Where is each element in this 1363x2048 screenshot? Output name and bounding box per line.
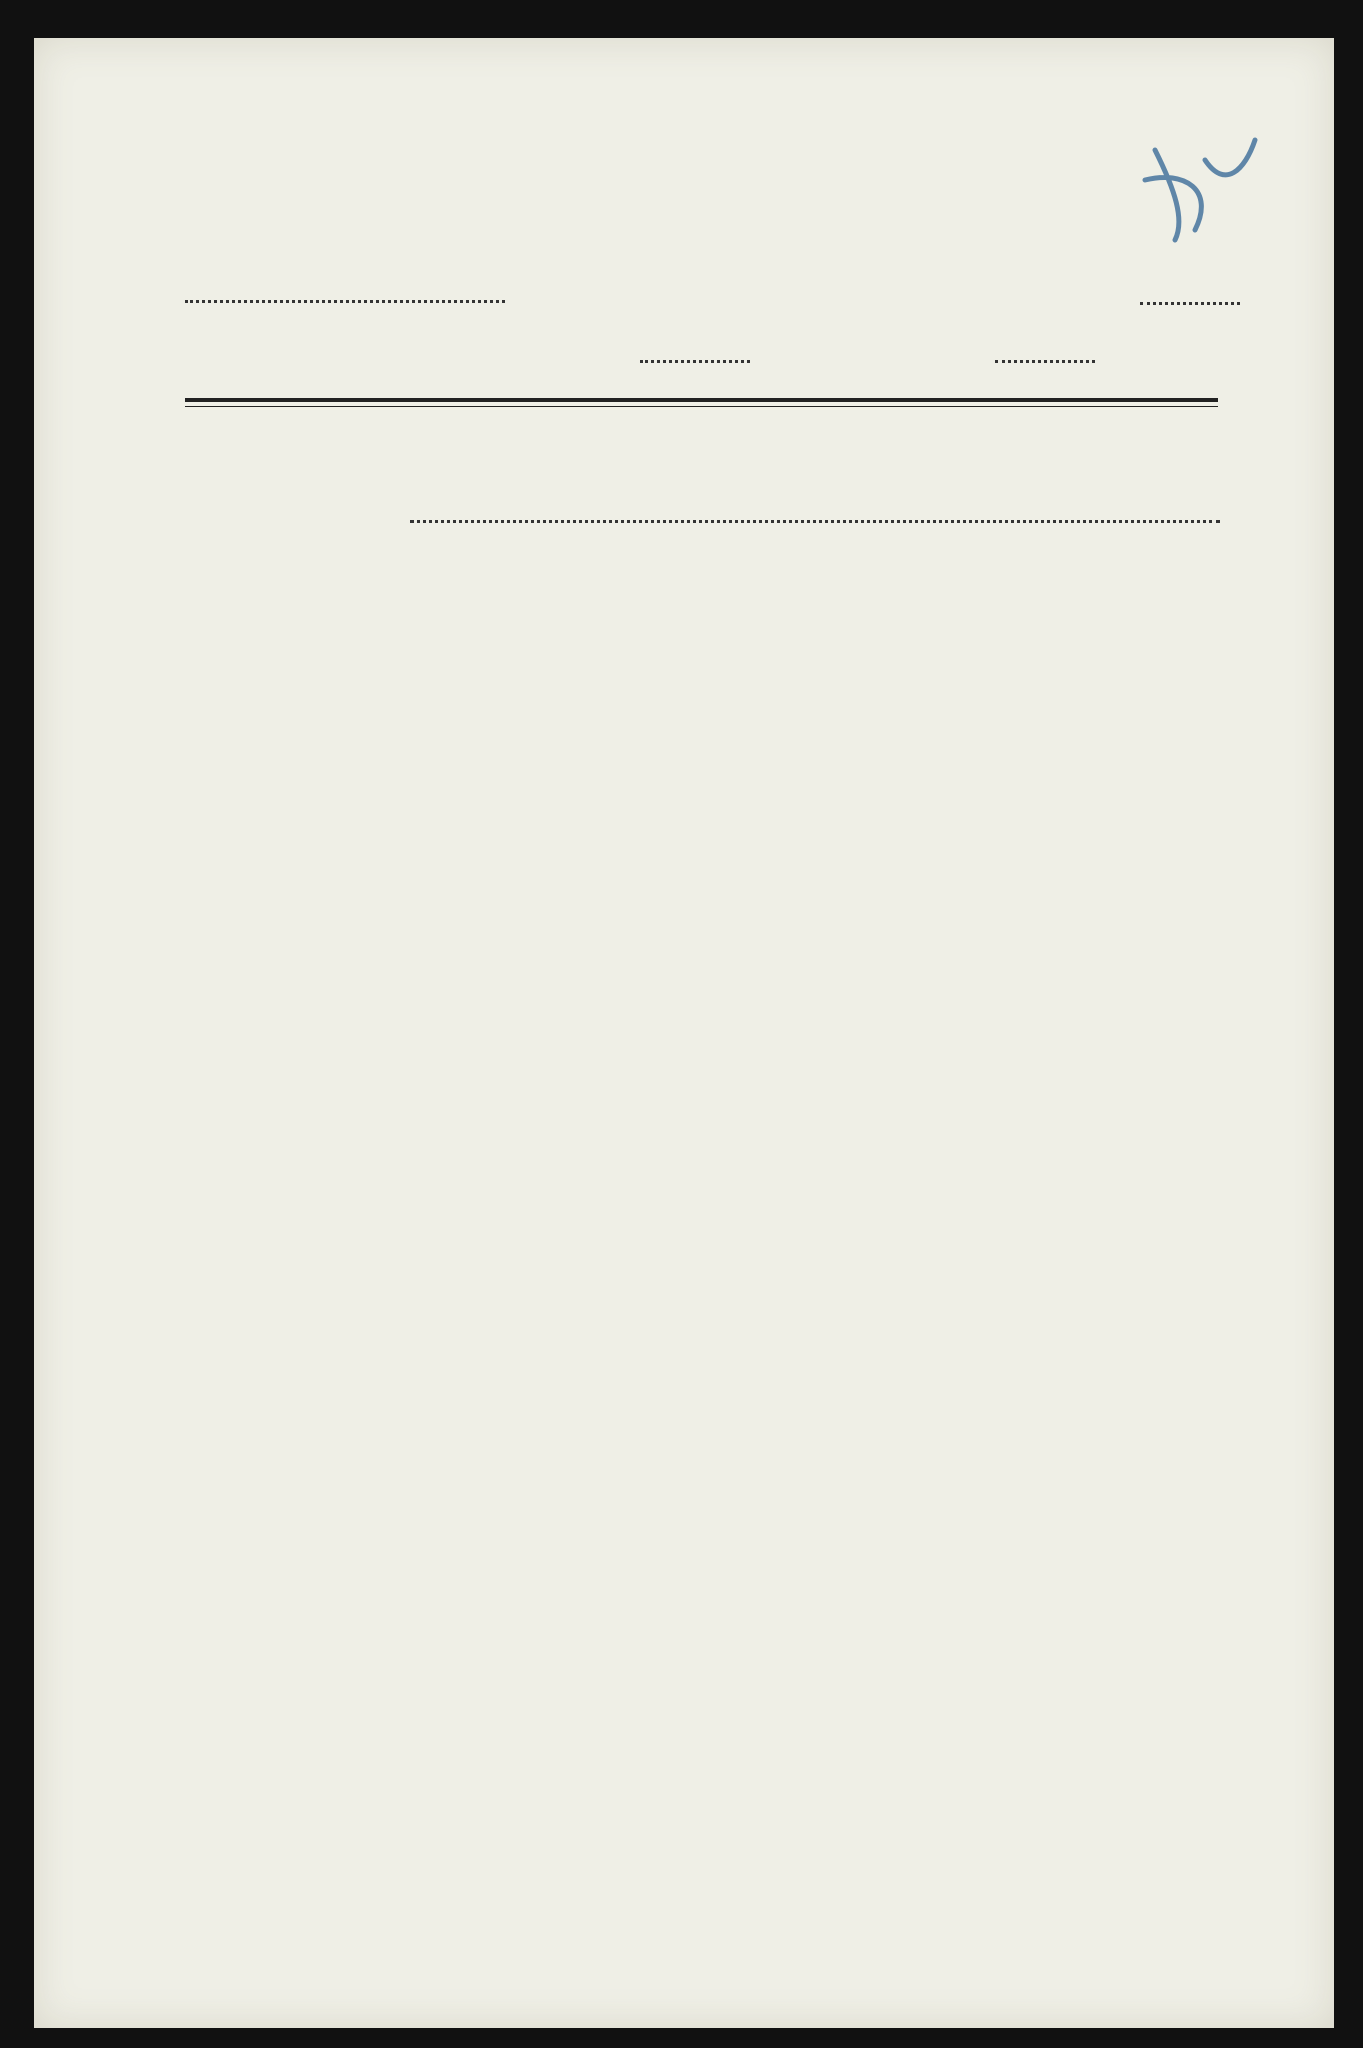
personseddel-dots	[1140, 302, 1240, 305]
header-rule-thin	[185, 406, 1218, 407]
husliste-dots	[995, 360, 1095, 363]
kreds-dots	[640, 360, 750, 363]
header-rule-thick	[185, 398, 1218, 402]
handwritten-initials-mark	[1135, 130, 1265, 250]
census-form-page	[34, 38, 1334, 2028]
herred-dots	[185, 300, 505, 303]
item-1-dots	[410, 520, 1220, 523]
